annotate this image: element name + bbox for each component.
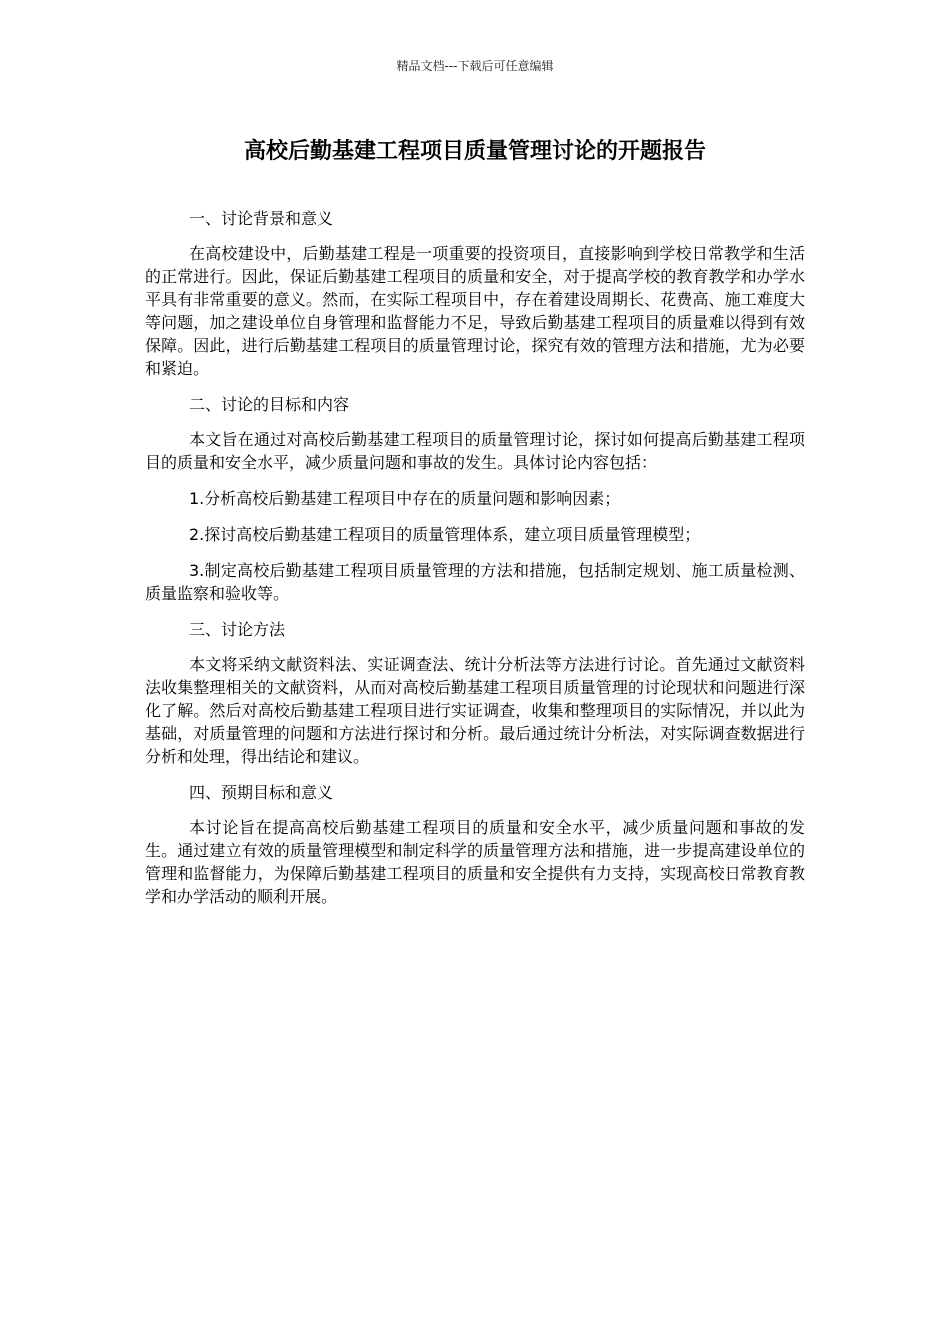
section-heading: 三、讨论方法: [189, 620, 286, 639]
section-heading: 二、讨论的目标和内容: [189, 395, 350, 414]
section-methods: [145, 618, 805, 768]
document-title: 高校后勤基建工程项目质量管理讨论的开题报告: [243, 139, 706, 164]
section-heading: 一、讨论背景和意义: [189, 209, 334, 228]
list-item: 2.探讨高校后勤基建工程项目的质量管理体系，建立项目质量管理模型；: [189, 525, 701, 544]
document-body: [145, 207, 805, 921]
section-expected-goals: [145, 781, 805, 908]
section-goals: [145, 393, 805, 605]
paragraph: 本文旨在通过对高校后勤基建工程项目的质量管理讨论，探讨如何提高后勤基建工程项目的质量和安全水平，减少质量问题和事故的发生。具体讨论内容包括：: [145, 430, 805, 472]
list-item: 1.分析高校后勤基建工程项目中存在的质量问题和影响因素；: [189, 489, 621, 508]
paragraph: 本文将采纳文献资料法、实证调查法、统计分析法等方法进行讨论。首先通过文献资料法收集整理相关的文献资料，从而对高校后勤基建工程项目质量管理的讨论现状和问题进行深化了解。然后对高校后勤基建工程项目进行实证调查，收集和整理项目的实际情况，并以此为基础，对质量管理的问题和方法进行探讨和分析。最后通过统计分析法，对实际调查数据进行分析和处理，得出结论和建议。: [145, 655, 805, 766]
list-item: 3.制定高校后勤基建工程项目质量管理的方法和措施，包括制定规划、施工质量检测、质量监察和验收等。: [145, 561, 805, 603]
section-heading: 四、预期目标和意义: [189, 783, 334, 802]
section-background: [145, 207, 805, 380]
header-note: 精品文档---下载后可任意编辑: [396, 59, 554, 73]
paragraph: 在高校建设中，后勤基建工程是一项重要的投资项目，直接影响到学校日常教学和生活的正常进行。因此，保证后勤基建工程项目的质量和安全，对于提高学校的教育教学和办学水平具有非常重要的意义。然而，在实际工程项目中，存在着建设周期长、花费高、施工难度大等问题，加之建设单位自身管理和监督能力不足，导致后勤基建工程项目的质量难以得到有效保障。因此，进行后勤基建工程项目的质量管理讨论，探究有效的管理方法和措施，尤为必要和紧迫。: [145, 244, 805, 378]
paragraph: 本讨论旨在提高高校后勤基建工程项目的质量和安全水平，减少质量问题和事故的发生。通过建立有效的质量管理模型和制定科学的质量管理方法和措施，进一步提高建设单位的管理和监督能力，为保障后勤基建工程项目的质量和安全提供有力支持，实现高校日常教育教学和办学活动的顺利开展。: [145, 818, 805, 906]
